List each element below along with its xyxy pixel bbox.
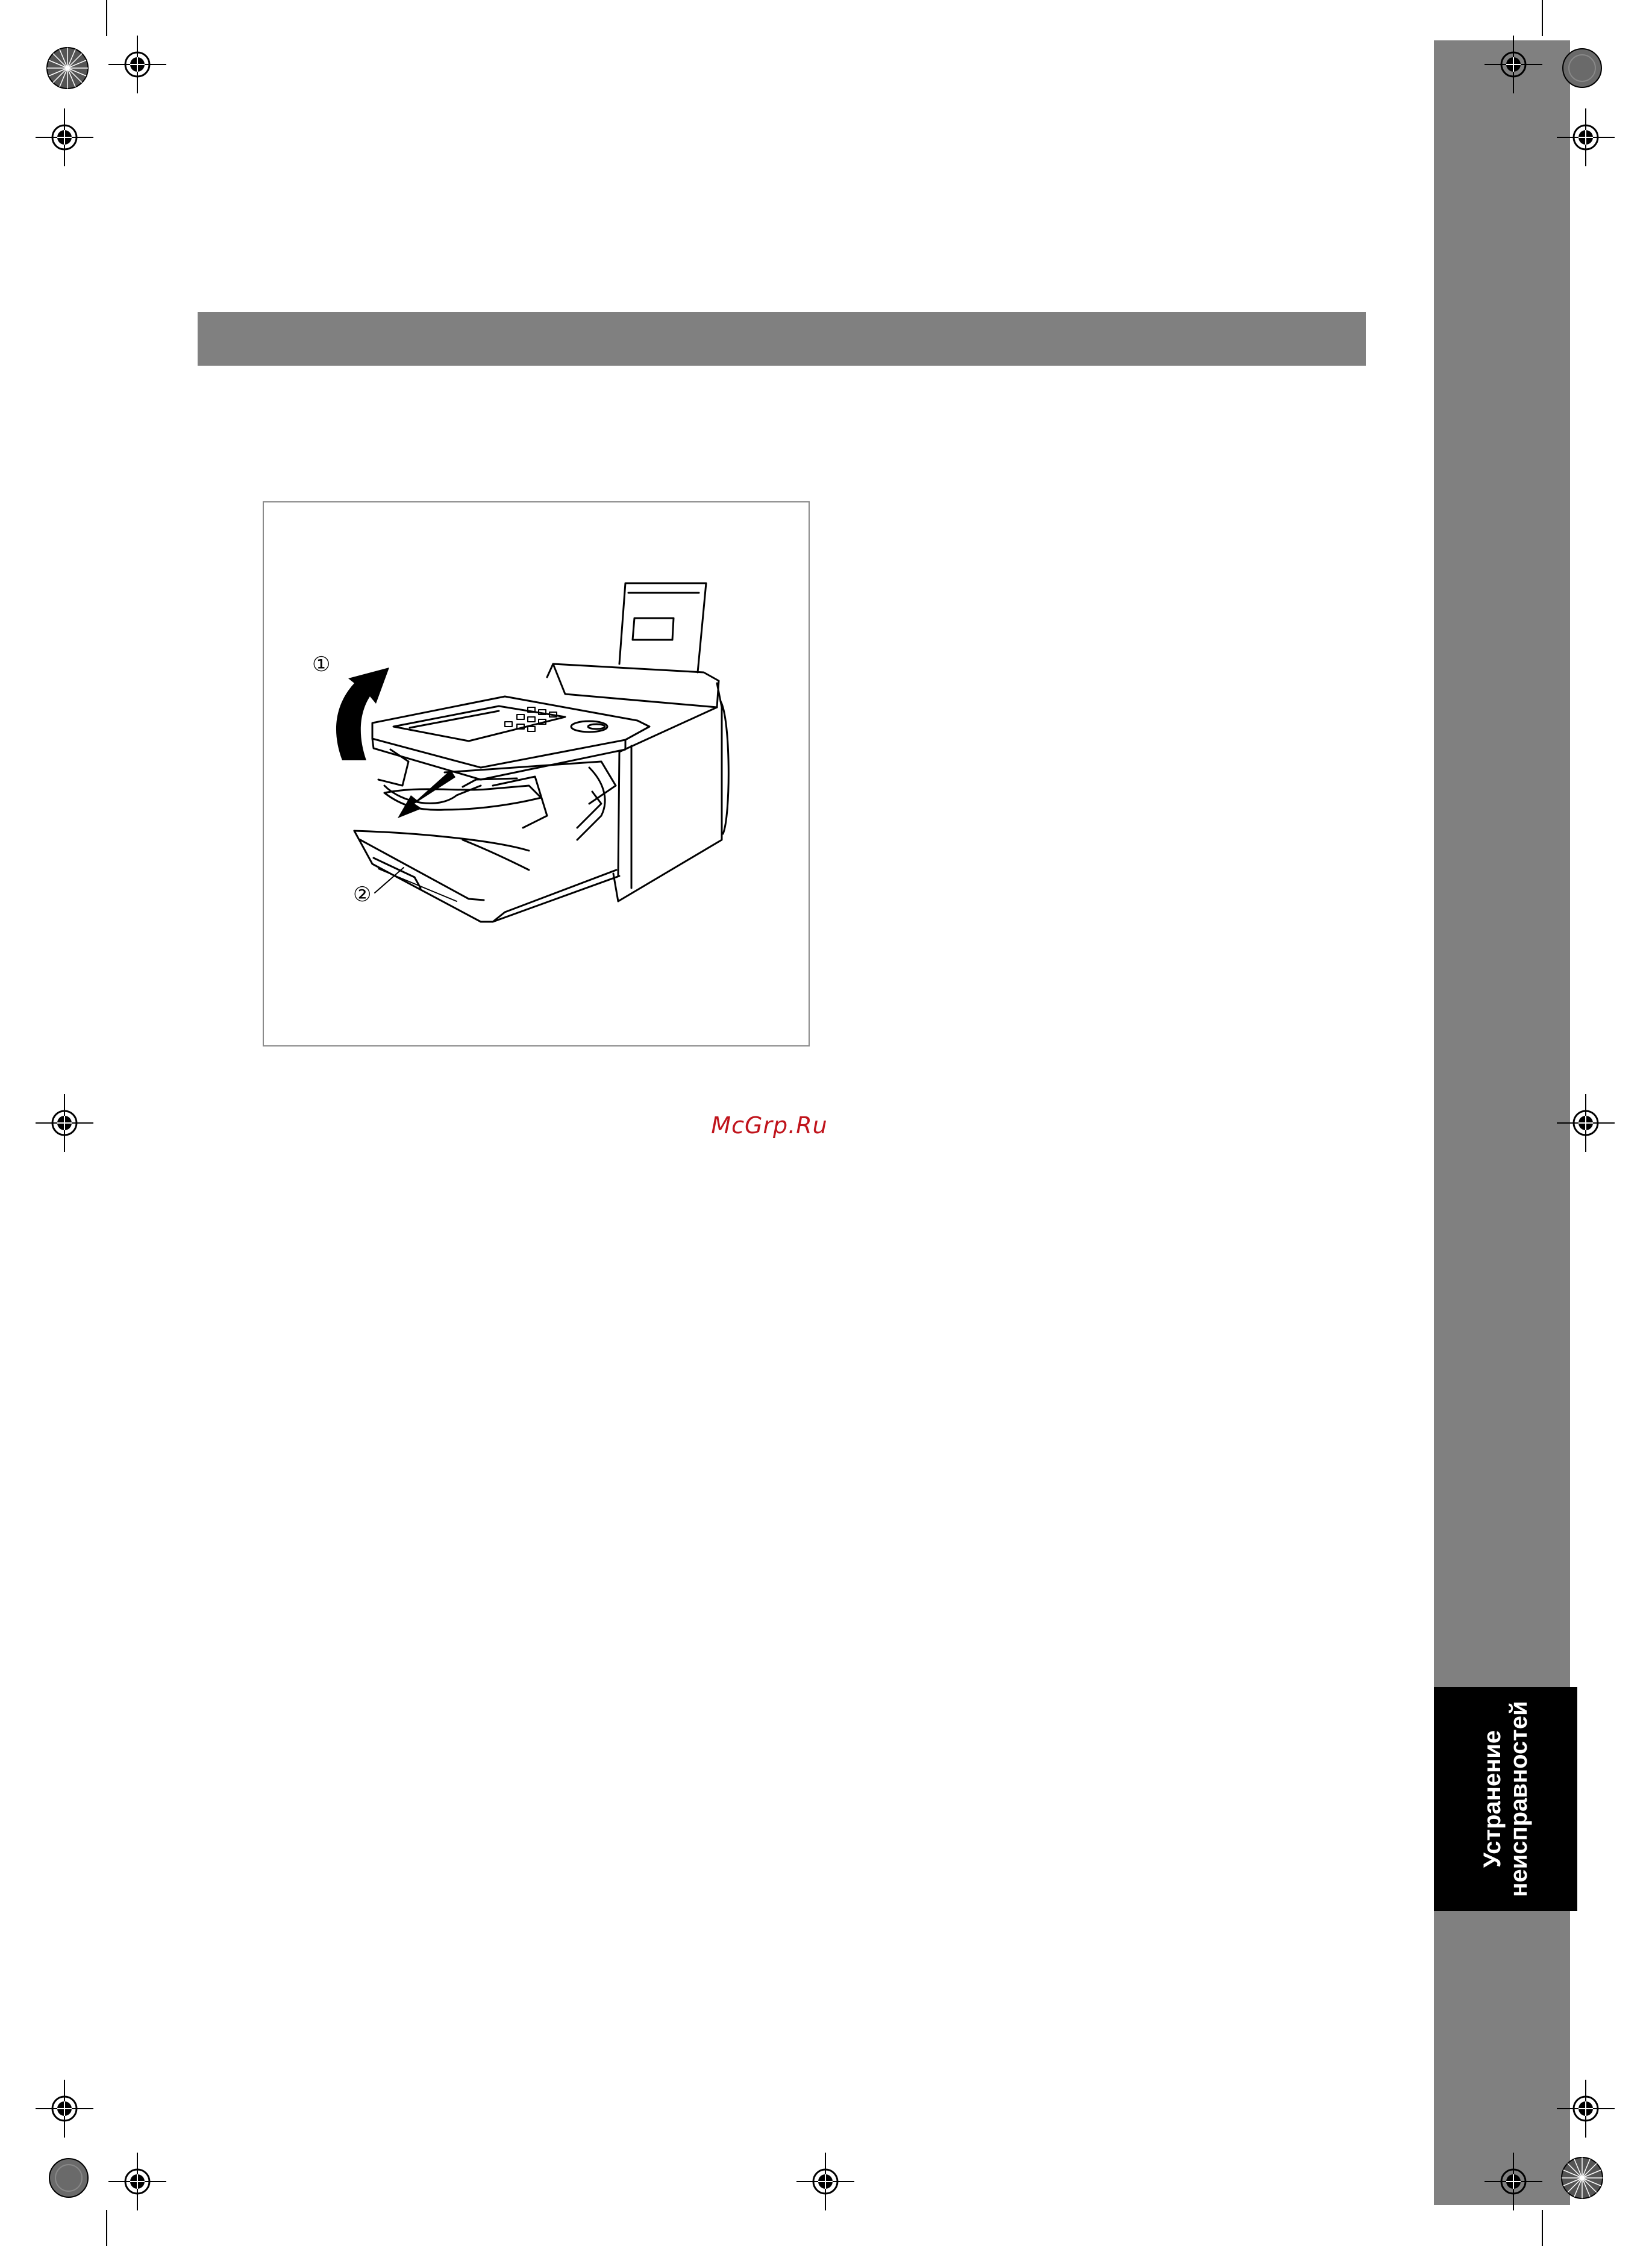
color-calibration-disc-icon: [49, 2159, 88, 2197]
section-tab-line-1: Устранение: [1479, 1730, 1506, 1868]
registration-mark-icon: [1557, 108, 1615, 166]
registration-mark-icon: [36, 108, 93, 166]
registration-mark-icon: [108, 2153, 166, 2210]
color-calibration-disc-icon: [1563, 49, 1601, 87]
registration-mark-icon: [108, 36, 166, 93]
registration-mark-icon: [1485, 36, 1542, 93]
registration-mark-icon: [36, 2080, 93, 2138]
callout-1: ①: [312, 652, 331, 677]
registration-mark-icon: [1557, 1094, 1615, 1152]
callout-2: ②: [353, 883, 372, 907]
color-calibration-disc-icon: [1562, 2157, 1603, 2198]
registration-mark-icon: [1485, 2153, 1542, 2210]
registration-mark-icon: [796, 2153, 854, 2210]
section-tab-line-2: неисправностей: [1506, 1701, 1532, 1897]
watermark-text: McGrp.Ru: [711, 1112, 828, 1139]
registration-mark-icon: [1557, 2080, 1615, 2138]
registration-mark-icon: [36, 1094, 93, 1152]
registration-mark-icon: [47, 48, 88, 89]
